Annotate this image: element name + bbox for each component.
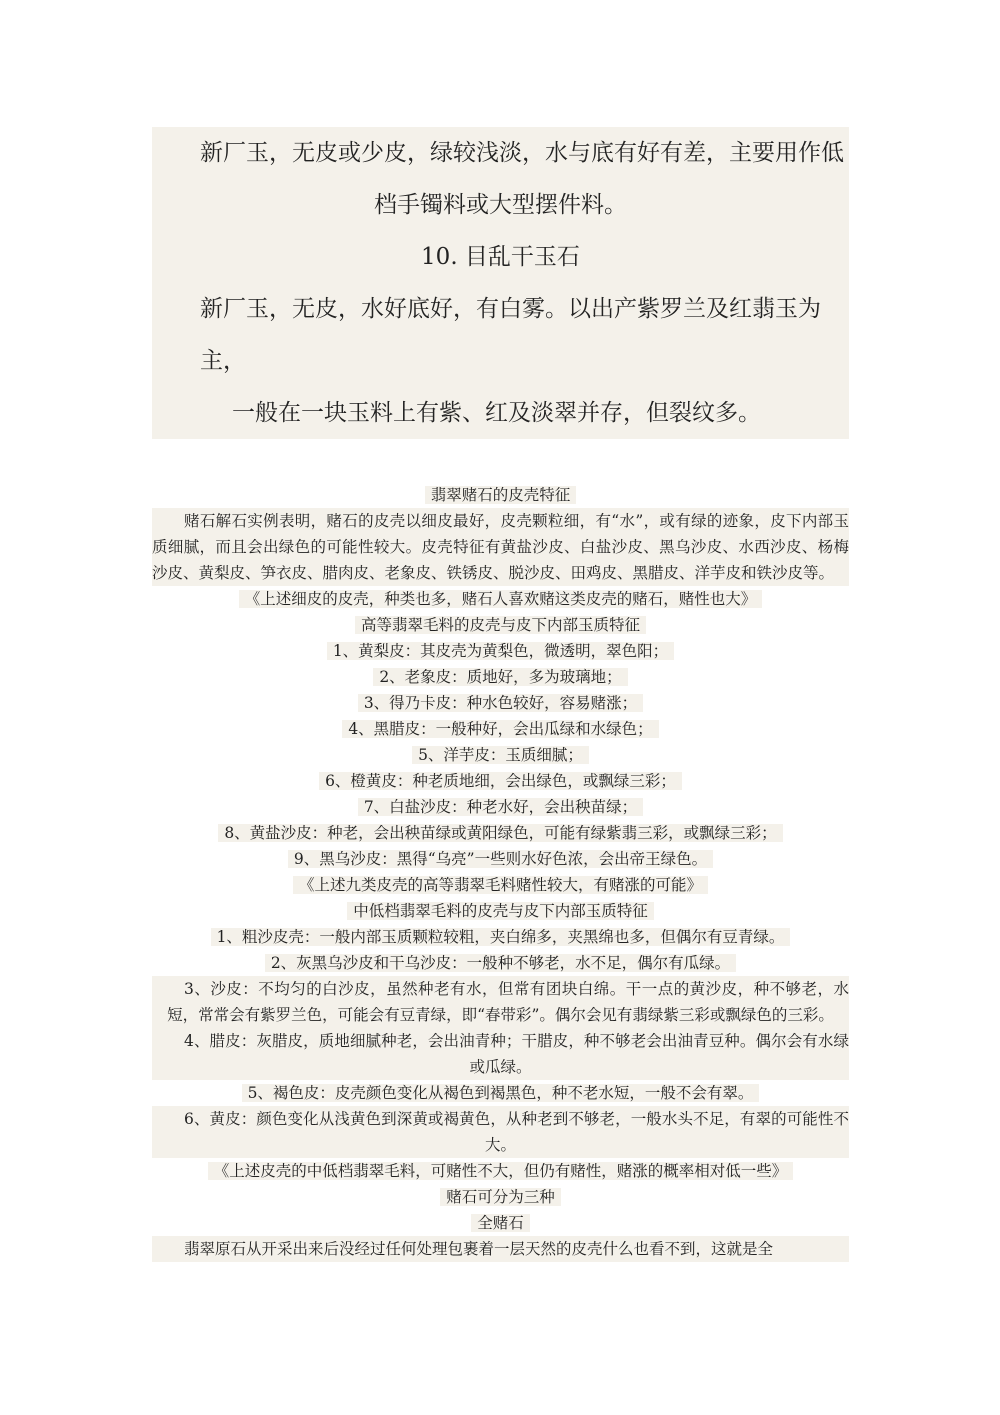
high-item: 4、黑腊皮：一般种好，会出瓜绿和水绿色； [152,716,849,742]
subheading-mid-low-grade: 中低档翡翠毛料的皮壳与皮下内部玉质特征 [152,898,849,924]
paragraph-1-line-2: 档手镯料或大型摆件料。 [374,192,627,218]
subheading-full-gamble: 全赌石 [152,1210,849,1236]
high-item: 6、橙黄皮：种老质地细，会出绿色，或飘绿三彩； [152,768,849,794]
document-page [152,127,849,1262]
last-paragraph: 翡翠原石从开采出来后没经过任何处理包裹着一层天然的皮壳什么也看不到，这就是全 [152,1236,849,1262]
paragraph-1-line-1: 新厂玉，无皮或少皮，绿较浅淡，水与底有好有差，主要用作低 [200,140,844,166]
high-item: 2、老象皮：质地好，多为玻璃地； [152,664,849,690]
note-2: 《上述九类皮壳的高等翡翠毛料赌性较大，有赌涨的可能》 [152,872,849,898]
spacer [152,439,849,482]
subheading-three-types: 赌石可分为三种 [152,1184,849,1210]
high-item: 3、得乃卡皮：种水色较好，容易赌涨； [152,690,849,716]
low-item: 5、褐色皮：皮壳颜色变化从褐色到褐黑色，种不老水短，一般不会有翠。 [152,1080,849,1106]
high-item: 9、黑乌沙皮：黑得“乌亮”一些则水好色浓，会出帝王绿色。 [152,846,849,872]
high-item: 1、黄梨皮：其皮壳为黄梨色，微透明，翠色阳； [152,638,849,664]
note-3: 《上述皮壳的中低档翡翠毛料，可赌性不大，但仍有赌性，赌涨的概率相对低一些》 [152,1158,849,1184]
section-heading: 10. 目乱干玉石 [421,244,580,270]
high-item: 7、白盐沙皮：种老水好，会出秧苗绿； [152,794,849,820]
low-item: 3、沙皮：不均匀的白沙皮，虽然种老有水，但常有团块白绵。干一点的黄沙皮，种不够老，水短，常常会有紫罗兰色，可能会有豆青绿，即“春带彩”。偶尔会见有翡绿紫三彩或飘绿色的三彩。 [152,976,849,1028]
low-item: 6、黄皮：颜色变化从浅黄色到深黄或褐黄色，从种老到不够老，一般水头不足，有翠的可能性不大。 [152,1106,849,1158]
low-item: 1、粗沙皮壳：一般内部玉质颗粒较粗，夹白绵多，夹黑绵也多，但偶尔有豆青绿。 [152,924,849,950]
high-item: 5、洋芋皮：玉质细腻； [152,742,849,768]
main-section [152,482,849,1262]
article-title: 翡翠赌石的皮壳特征 [152,482,849,508]
paragraph-2-line-1: 新厂玉，无皮，水好底好，有白雾。以出产紫罗兰及红翡玉为主， [200,296,821,374]
paragraph-2-line-2: 一般在一块玉料上有紫、红及淡翠并存，但裂纹多。 [232,400,761,426]
subheading-high-grade: 高等翡翠毛料的皮壳与皮下内部玉质特征 [152,612,849,638]
top-section [152,127,849,439]
note-1: 《上述细皮的皮壳，种类也多，赌石人喜欢赌这类皮壳的赌石，赌性也大》 [152,586,849,612]
high-item: 8、黄盐沙皮：种老，会出秧苗绿或黄阳绿色，可能有绿紫翡三彩，或飘绿三彩； [152,820,849,846]
low-item: 4、腊皮：灰腊皮，质地细腻种老，会出油青种；干腊皮，种不够老会出油青豆种。偶尔会有水绿或瓜绿。 [152,1028,849,1080]
intro-paragraph: 赌石解石实例表明，赌石的皮壳以细皮最好，皮壳颗粒细，有“水”，或有绿的迹象，皮下内部玉质细腻，而且会出绿色的可能性较大。皮壳特征有黄盐沙皮、白盐沙皮、黑乌沙皮、水西沙皮、杨梅沙皮、黄梨皮、笋衣皮、腊肉皮、老象皮、铁锈皮、脱沙皮、田鸡皮、黑腊皮、洋芋皮和铁沙皮等。 [152,508,849,586]
low-item: 2、灰黑乌沙皮和干乌沙皮：一般种不够老，水不足，偶尔有瓜绿。 [152,950,849,976]
